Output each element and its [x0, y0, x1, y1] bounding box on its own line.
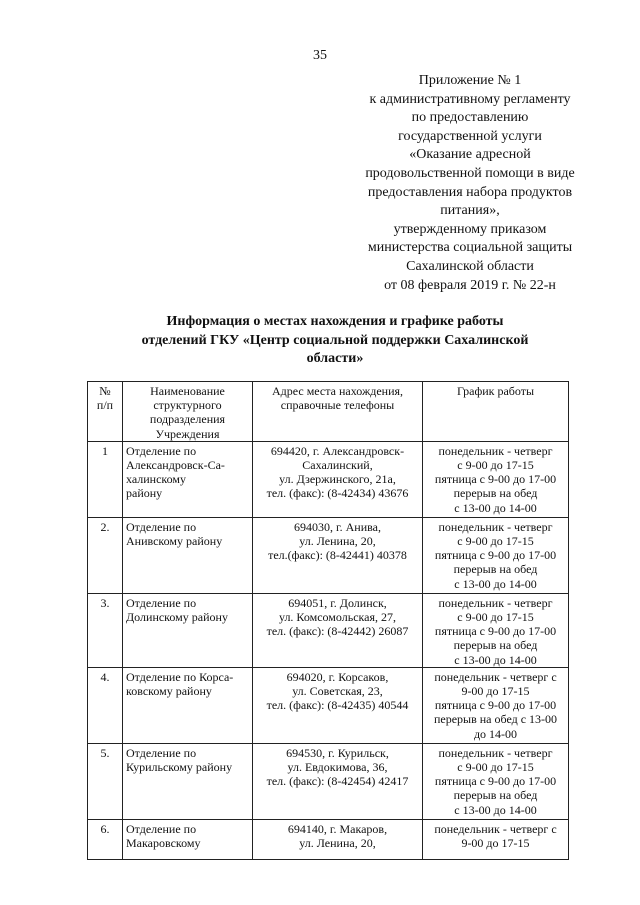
header-address: Адрес места нахождения, справочные телефоны: [253, 382, 423, 442]
office-address: 694030, г. Анива, ул. Ленина, 20, тел.(факс): (8-42441) 40378: [253, 517, 423, 593]
table-row: [88, 517, 569, 593]
row-number: 5.: [88, 743, 123, 819]
row-number: 2.: [88, 517, 123, 593]
office-address: 694140, г. Макаров, ул. Ленина, 20,: [253, 819, 423, 859]
table-row: [88, 743, 569, 819]
appendix-line: «Оказание адресной: [409, 147, 531, 163]
office-schedule: понедельник - четверг с 9-00 до 17-15 пятница с 9-00 до 17-00 перерыв на обед с 13-00 до 14-00: [423, 441, 569, 517]
office-address: 694530, г. Курильск, ул. Евдокимова, 36, тел. (факс): (8-42454) 42417: [253, 743, 423, 819]
row-number: 6.: [88, 819, 123, 859]
appendix-line: утвержденному приказом: [393, 221, 547, 237]
row-number: 1: [88, 441, 123, 517]
heading-line: области»: [306, 351, 364, 366]
office-schedule: понедельник - четверг с 9-00 до 17-15 пятница с 9-00 до 17-00 перерыв на обед с 13-00 до 14-00: [423, 517, 569, 593]
office-name: Отделение по Анивскому району: [123, 517, 253, 593]
office-name: Отделение по Макаровскому: [123, 819, 253, 859]
appendix-block: [340, 72, 600, 295]
appendix-line: Приложение № 1: [418, 73, 522, 88]
appendix-line: к административному регламенту: [369, 91, 571, 107]
header-schedule: График работы: [423, 382, 569, 442]
appendix-line: от 08 февраля 2019 г. № 22-н: [384, 277, 556, 293]
offices-table: [87, 381, 569, 860]
header-num: № п/п: [88, 382, 123, 442]
office-schedule: понедельник - четверг с 9-00 до 17-15 пятница с 9-00 до 17-00 перерыв на обед с 13-00 до 14-00: [423, 593, 569, 667]
appendix-line: предоставления набора продуктов: [367, 184, 573, 200]
table-row: [88, 593, 569, 667]
heading-line: отделений ГКУ «Центр социальной поддержки Сахалинской: [141, 332, 529, 348]
office-address: 694420, г. Александровск- Сахалинский, ул. Дзержинского, 21а, тел. (факс): (8-42434) 43676: [253, 441, 423, 517]
document-heading: [120, 313, 550, 369]
row-number: 3.: [88, 593, 123, 667]
appendix-line: по предоставлению: [411, 110, 529, 126]
appendix-line: государственной услуги: [398, 128, 542, 144]
header-name: Наименование структурного подразделения Учреждения: [123, 382, 253, 442]
table-row: [88, 441, 569, 517]
table-row: [88, 819, 569, 859]
office-address: 694020, г. Корсаков, ул. Советская, 23, тел. (факс): (8-42435) 40544: [253, 667, 423, 743]
office-name: Отделение по Долинскому району: [123, 593, 253, 667]
appendix-line: Сахалинской области: [406, 258, 534, 274]
office-address: 694051, г. Долинск, ул. Комсомольская, 27, тел. (факс): (8-42442) 26087: [253, 593, 423, 667]
row-number: 4.: [88, 667, 123, 743]
table-row: [88, 667, 569, 743]
office-name: Отделение по Курильскому району: [123, 743, 253, 819]
office-schedule: понедельник - четверг с 9-00 до 17-15: [423, 819, 569, 859]
table-header-row: [88, 382, 569, 442]
appendix-line: продовольственной помощи в виде: [365, 165, 575, 181]
office-name: Отделение по Александровск-Са- халинскому району: [123, 441, 253, 517]
office-schedule: понедельник - четверг с 9-00 до 17-15 пятница с 9-00 до 17-00 перерыв на обед с 13-00 до 14-00: [423, 743, 569, 819]
office-schedule: понедельник - четверг с 9-00 до 17-15 пятница с 9-00 до 17-00 перерыв на обед с 13-00 до 14-00: [423, 667, 569, 743]
office-name: Отделение по Корса- ковскому району: [123, 667, 253, 743]
page-number: 35: [313, 48, 327, 63]
appendix-line: министерства социальной защиты: [367, 240, 573, 256]
heading-line: Информация о местах нахождения и графике работы: [166, 314, 504, 329]
appendix-line: питания»,: [440, 203, 500, 219]
